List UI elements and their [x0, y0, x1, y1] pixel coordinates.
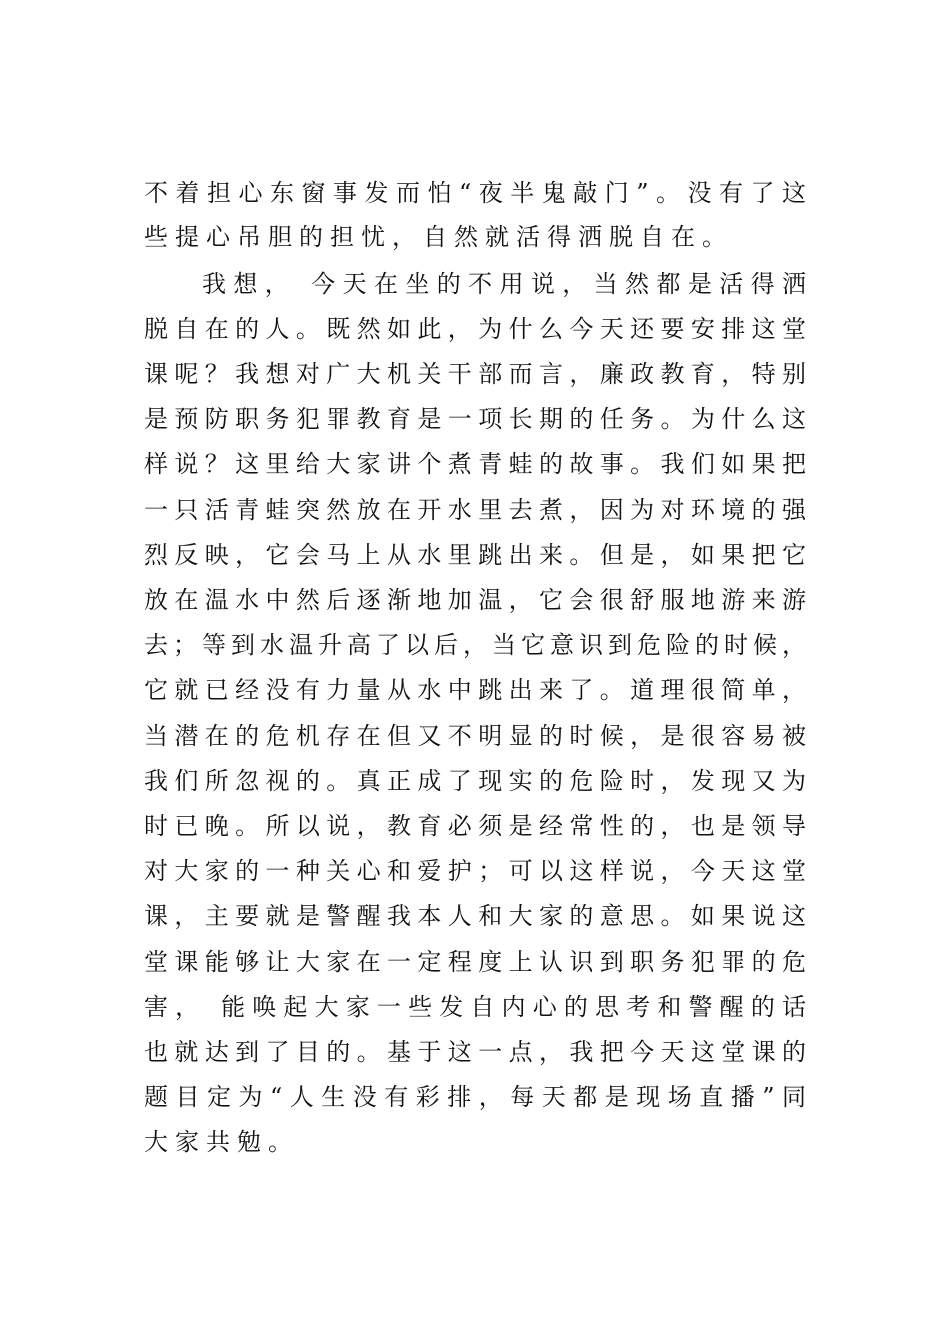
text-line: 时已晚。所以说，教育必须是经常性的，也是领导 — [144, 812, 806, 840]
text-line: 不着担心东窗事发而怕“夜半鬼敲门”。没有了这 — [144, 179, 806, 207]
text-line: 课，主要就是警醒我本人和大家的意思。如果说这 — [144, 902, 806, 930]
text-line: 样说？这里给大家讲个煮青蛙的故事。我们如果把 — [144, 450, 806, 478]
text-line: 一只活青蛙突然放在开水里去煮，因为对环境的强 — [144, 496, 806, 524]
text-line: 去；等到水温升高了以后，当它意识到危险的时候， — [144, 631, 806, 659]
text-line: 放在温水中然后逐渐地加温，它会很舒服地游来游 — [144, 586, 806, 614]
text-line: 些提心吊胆的担忧，自然就活得洒脱自在。 — [144, 223, 733, 251]
text-line: 题目定为“人生没有彩排，每天都是现场直播”同 — [144, 1083, 806, 1111]
text-line: 是预防职务犯罪教育是一项长期的任务。为什么这 — [144, 405, 806, 433]
text-line: 也就达到了目的。基于这一点，我把今天这堂课的 — [144, 1038, 806, 1066]
text-line: 对大家的一种关心和爱护；可以这样说，今天这堂 — [144, 857, 806, 885]
text-line: 烈反映，它会马上从水里跳出来。但是，如果把它 — [144, 541, 806, 569]
text-line: 害， 能唤起大家一些发自内心的思考和警醒的话 — [144, 993, 806, 1021]
text-line: 脱自在的人。既然如此，为什么今天还要安排这堂 — [144, 315, 806, 343]
text-line: 它就已经没有力量从水中跳出来了。道理很简单， — [144, 676, 806, 704]
text-line: 大家共勉。 — [144, 1128, 299, 1156]
text-line: 我们所忽视的。真正成了现实的危险时，发现又为 — [144, 767, 806, 795]
text-line: 我想， 今天在坐的不用说，当然都是活得洒 — [202, 270, 806, 298]
text-line: 课呢？我想对广大机关干部而言，廉政教育，特别 — [144, 360, 806, 388]
text-line: 当潜在的危机存在但又不明显的时候，是很容易被 — [144, 722, 806, 750]
text-line: 堂课能够让大家在一定程度上认识到职务犯罪的危 — [144, 948, 806, 976]
